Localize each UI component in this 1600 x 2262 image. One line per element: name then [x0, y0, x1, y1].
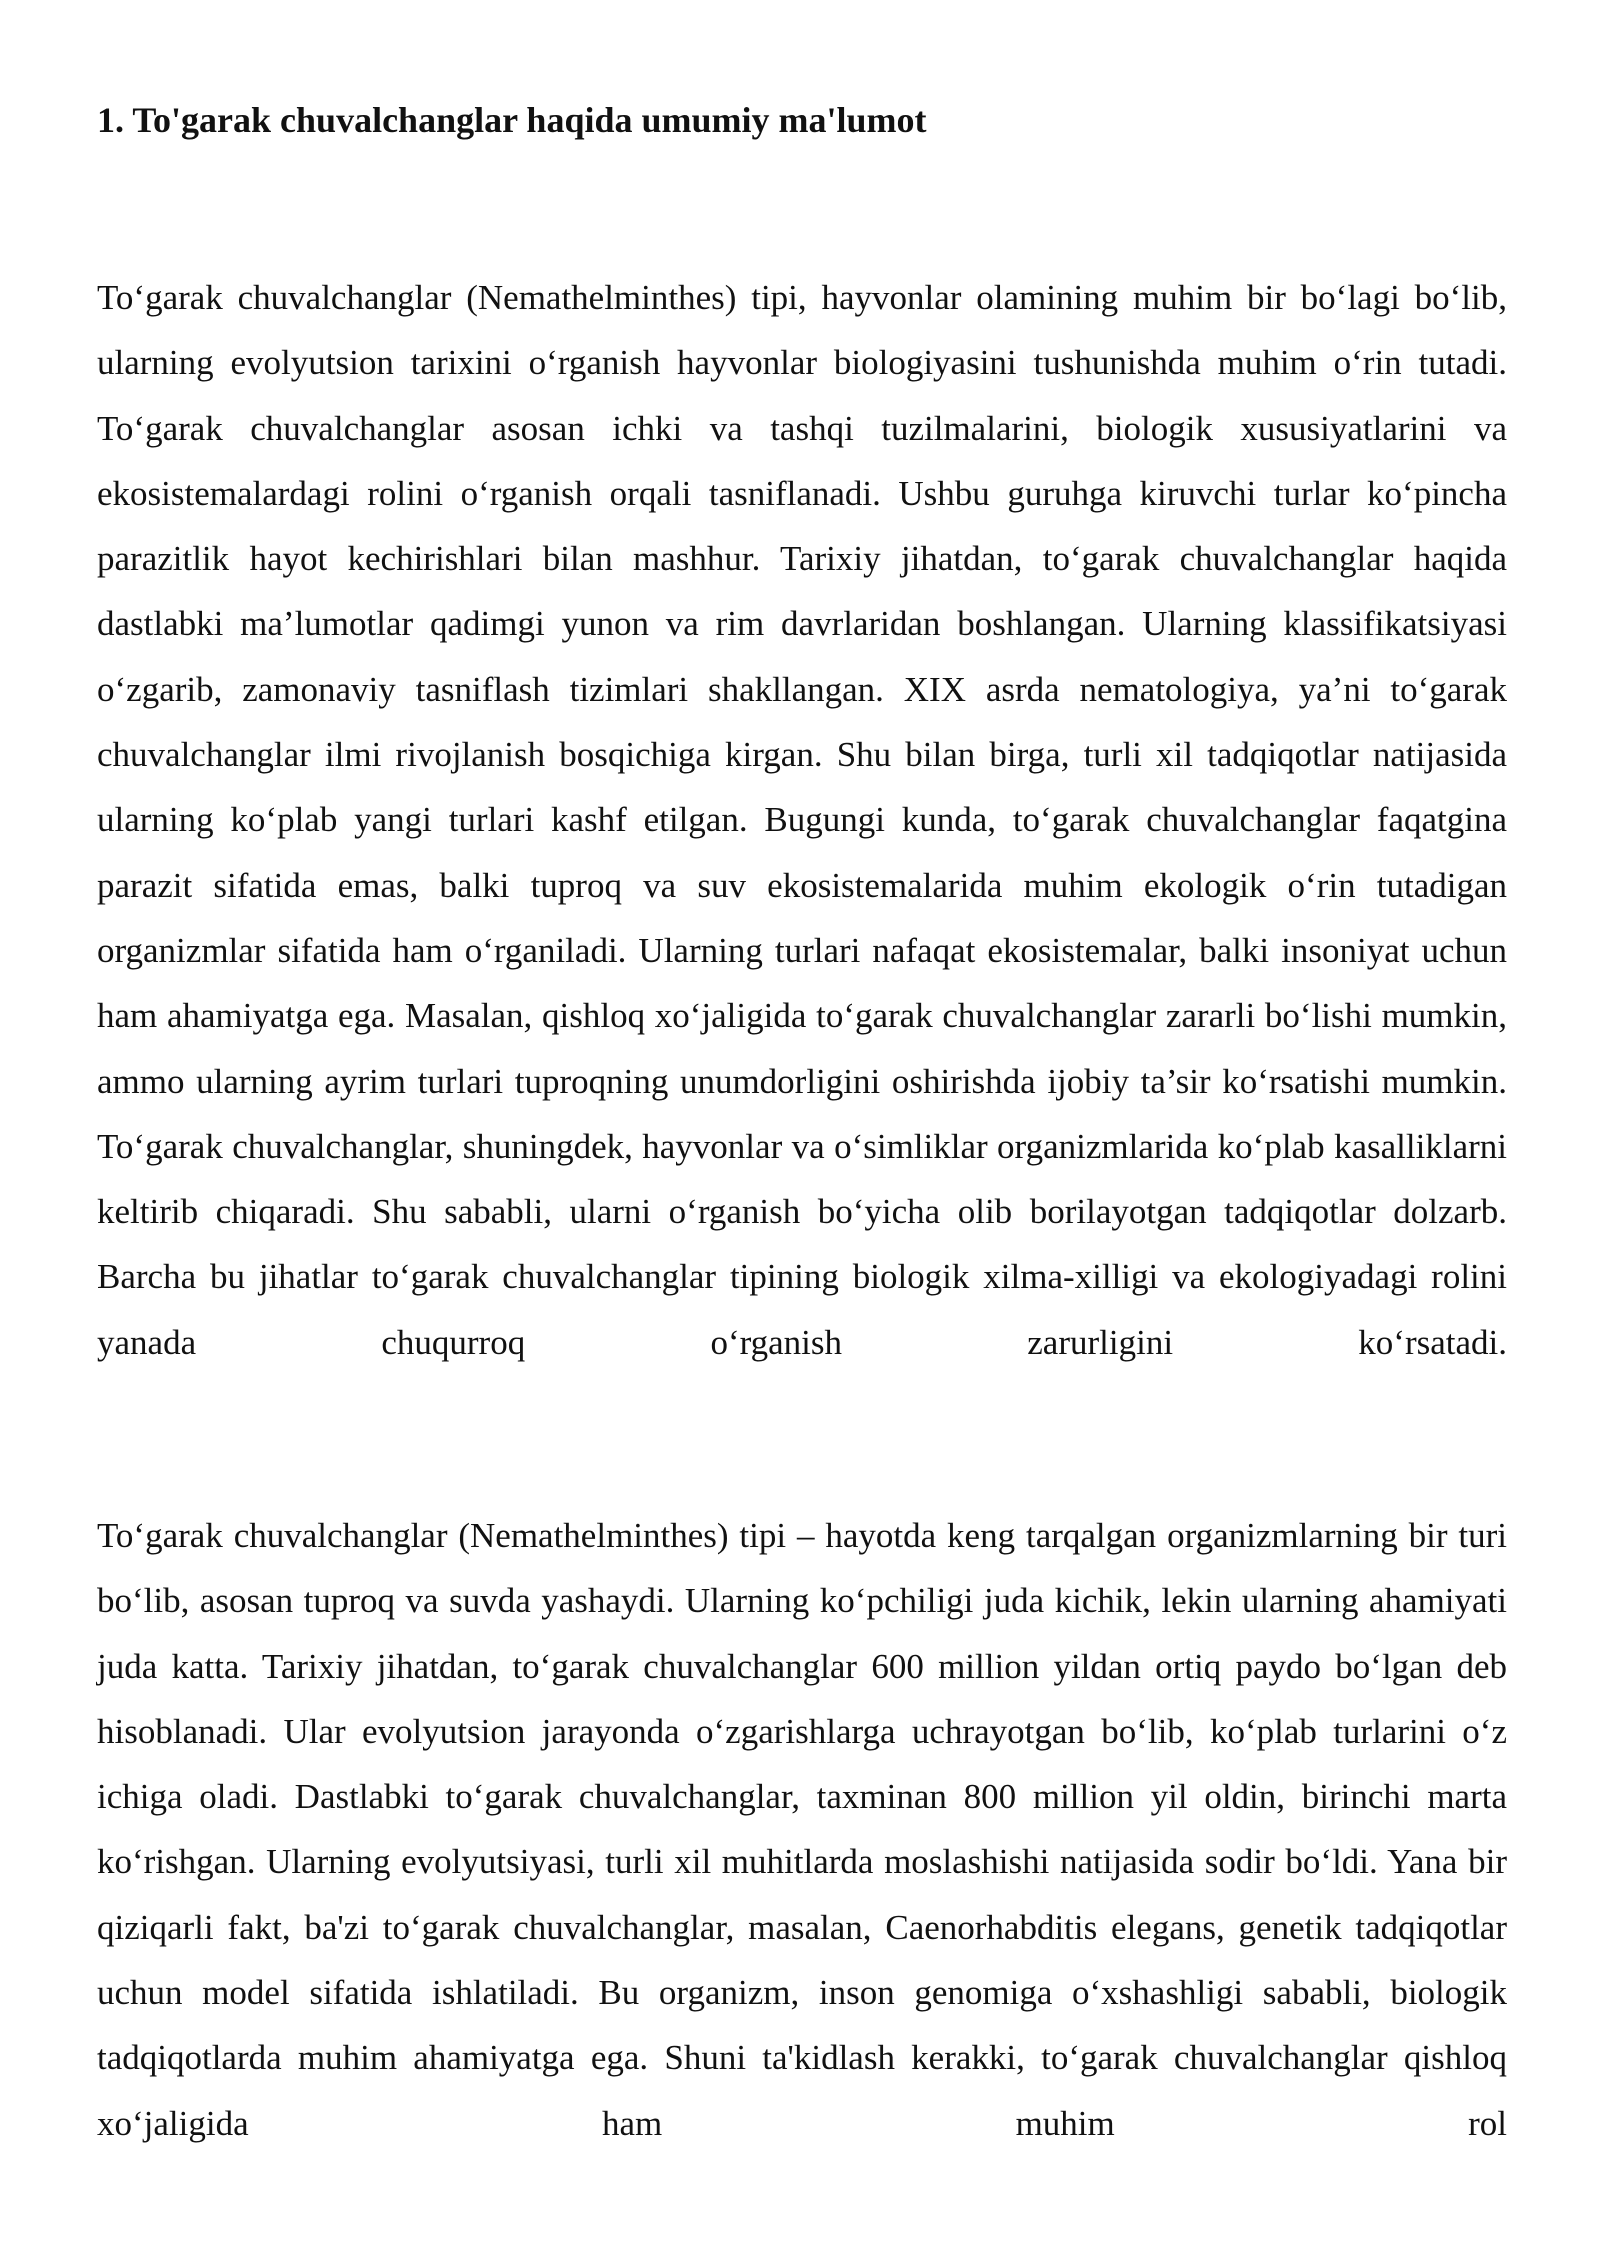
paragraph-1: To‘garak chuvalchanglar (Nemathelminthes) tipi, hayvonlar olamining muhim bir bo‘lagi bo‘lib, ularning evolyutsion tarixini o‘rganish hayvonlar biologiyasini tushunishda muhim o‘rin tutadi. To‘garak chuvalchanglar asosan ichki va tashqi tuzilmalarini, biologik xususiyatlarini va ekosistemalardagi rolini o‘rganish orqali tasniflanadi. Ushbu guruhga kiruvchi turlar ko‘pincha parazitlik hayot kechirishlari bilan mashhur. Tarixiy jihatdan, to‘garak chuvalchanglar haqida dastlabki ma’lumotlar qadimgi yunon va rim davrlaridan boshlangan. Ularning klassifikatsiyasi o‘zgarib, zamonaviy tasniflash tizimlari shakllangan. XIX asrda nematologiya, ya’ni to‘garak chuvalchanglar ilmi rivojlanish bosqichiga kirgan. Shu bilan birga, turli xil tadqiqotlar natijasida ularning ko‘plab yangi turlari kashf etilgan. Bugungi kunda, to‘garak chuvalchanglar faqatgina parazit sifatida emas, balki tuproq va suv ekosistemalarida muhim ekologik o‘rin tutadigan organizmlar sifatida ham o‘rganiladi. Ularning turlari nafaqat ekosistemalar, balki insoniyat uchun ham ahamiyatga ega. Masalan, qishloq xo‘jaligida to‘garak chuvalchanglar zararli bo‘lishi mumkin, ammo ularning ayrim turlari tuproqning unumdorligini oshirishda ijobiy ta’sir ko‘rsatishi mumkin. To‘garak chuvalchanglar, shuningdek, hayvonlar va o‘simliklar organizmlarida ko‘plab kasalliklarni keltirib chiqaradi. Shu sababli, ularni o‘rganish bo‘yicha olib borilayotgan tadqiqotlar dolzarb. Barcha bu jihatlar to‘garak chuvalchanglar tipining biologik xilma-xilligi va ekologiyadagi rolini yanada chuqurroq o‘rganish zarurligini ko‘rsatadi.: [97, 278, 1507, 1362]
section-heading: 1. To'garak chuvalchanglar haqida umumiy ma'lumot: [97, 100, 927, 140]
paragraph-2: To‘garak chuvalchanglar (Nemathelminthes) tipi – hayotda keng tarqalgan organizmlarning bir turi bo‘lib, asosan tuproq va suvda yashaydi. Ularning ko‘pchiligi juda kichik, lekin ularning ahamiyati juda katta. Tarixiy jihatdan, to‘garak chuvalchanglar 600 million yildan ortiq paydo bo‘lgan deb hisoblanadi. Ular evolyutsion jarayonda o‘zgarishlarga uchrayotgan bo‘lib, ko‘plab turlarini o‘z ichiga oladi. Dastlabki to‘garak chuvalchanglar, taxminan 800 million yil oldin, birinchi marta ko‘rishgan. Ularning evolyutsiyasi, turli xil muhitlarda moslashishi natijasida sodir bo‘ldi. Yana bir qiziqarli fakt, ba'zi to‘garak chuvalchanglar, masalan, Caenorhabditis elegans, genetik tadqiqotlar uchun model sifatida ishlatiladi. Bu organizm, inson genomiga o‘xshashligi sababli, biologik tadqiqotlarda muhim ahamiyatga ega. Shuni ta'kidlash kerakki, to‘garak chuvalchanglar qishloq xo‘jaligida ham muhim rol: [97, 1516, 1507, 2143]
document-page: [97, 0, 1507, 2262]
